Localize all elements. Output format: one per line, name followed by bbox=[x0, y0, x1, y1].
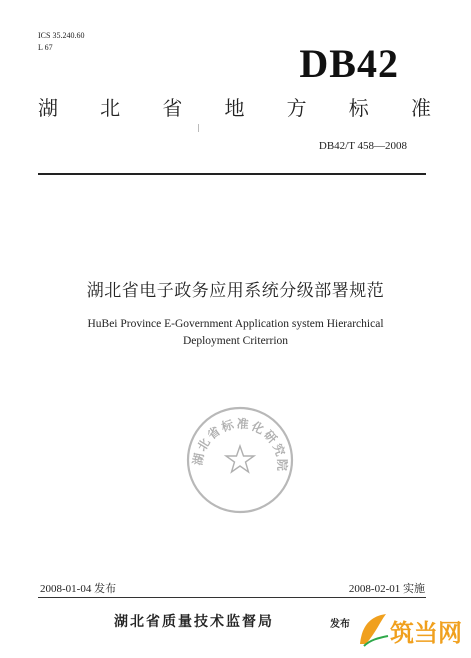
category-char: 湖 bbox=[38, 96, 58, 120]
english-title bbox=[0, 316, 471, 350]
classification-code: L 67 bbox=[38, 43, 53, 52]
footer-divider bbox=[38, 597, 426, 598]
header-divider bbox=[38, 173, 426, 175]
issue-date: 2008-01-04 发布 bbox=[40, 583, 117, 595]
implementation-date: 2008-02-01 实施 bbox=[348, 583, 425, 595]
site-watermark-logo bbox=[356, 610, 468, 650]
category-char: 地 bbox=[224, 96, 245, 120]
star-icon bbox=[226, 446, 254, 472]
watermark-text: 筑当网 bbox=[390, 619, 462, 647]
standard-category bbox=[38, 92, 431, 121]
standard-logo: DB42 bbox=[299, 41, 399, 86]
seal-text: 湖北省标准化研究院 bbox=[190, 416, 290, 473]
category-char: 省 bbox=[162, 96, 183, 120]
publisher-name: 湖北省质量技术监督局 bbox=[114, 614, 274, 630]
official-seal bbox=[180, 400, 300, 520]
chinese-title: 湖北省电子政务应用系统分级部署规范 bbox=[86, 281, 385, 301]
publisher-suffix: 发布 bbox=[330, 619, 350, 630]
english-title-line: HuBei Province E-Government Application system Hierarchical bbox=[87, 318, 384, 330]
category-char: 准 bbox=[410, 96, 431, 120]
svg-text:湖北省标准化研究院 bbox=[190, 416, 290, 473]
english-title-line: Deployment Criterrion bbox=[182, 335, 289, 347]
scan-mark bbox=[198, 124, 199, 132]
category-char: 北 bbox=[100, 96, 121, 120]
standard-number: DB42/T 458—2008 bbox=[318, 140, 407, 152]
category-char: 标 bbox=[348, 96, 369, 120]
category-char: 方 bbox=[286, 96, 307, 120]
ics-code: ICS 35.240.60 bbox=[38, 31, 85, 40]
